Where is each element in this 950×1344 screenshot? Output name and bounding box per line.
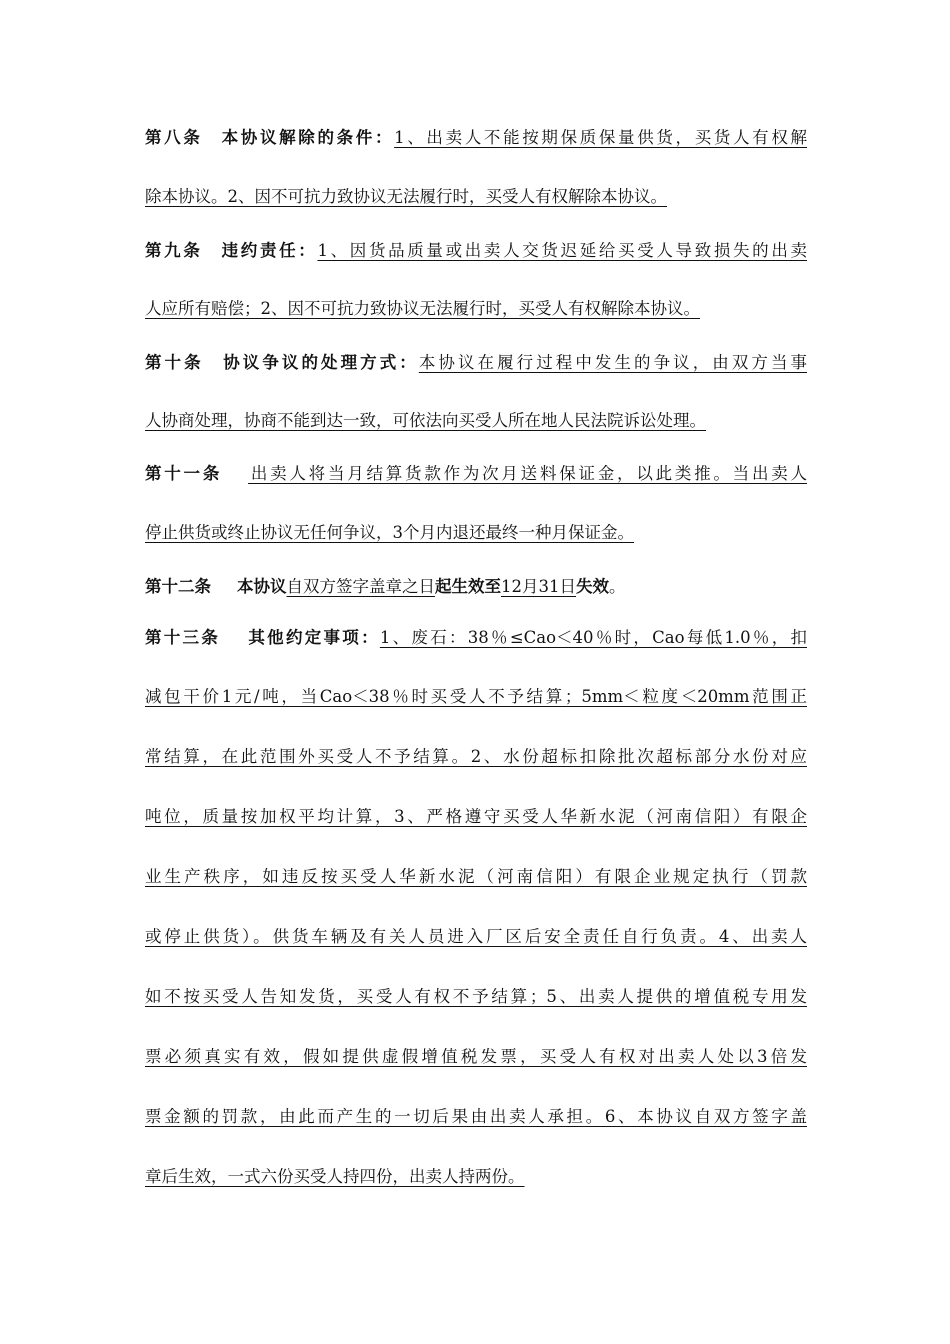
clause-13-line-1 (145, 627, 807, 649)
clause-13-text-cont: 吨位，质量按加权平均计算，3、严格遵守买受人华新水泥（河南信阳）有限企 (145, 807, 807, 826)
clause-13-line-9 (145, 1106, 807, 1128)
clause-9-line-1 (145, 240, 807, 262)
clause-9-heading: 第九条 违约责任： (145, 241, 318, 260)
clause-13-text-cont: 章后生效，一式六份买受人持四份，出卖人持两份。 (145, 1167, 525, 1186)
clause-13-line-8 (145, 1046, 807, 1068)
clause-8-text-cont: 除本协议。2、因不可抗力致协议无法履行时，买受人有权解除本协议。 (145, 187, 667, 206)
clause-13-text-cont: 常结算，在此范围外买受人不予结算。2、水份超标扣除批次超标部分水份对应 (145, 747, 807, 766)
clause-13-text-cont: 减包干价1元/吨，当Cao＜38％时买受人不予结算；5mm＜粒度＜20mm范围正 (145, 687, 807, 706)
clause-11-text: 出卖人将当月结算货款作为次月送料保证金，以此类推。当出卖人 (248, 464, 807, 483)
clause-12-part-3: 起生效至 (435, 577, 501, 596)
clause-13-subheading: 其他约定事项： (246, 628, 380, 647)
clause-13-text-cont: 或停止供货）。供货车辆及有关人员进入厂区后安全责任自行负责。4、出卖人 (145, 927, 807, 946)
clause-12-part-1: 本协议 (237, 577, 287, 596)
clause-8-line-1 (145, 127, 807, 149)
clause-13-text-cont: 票必须真实有效，假如提供虚假增值税发票，买受人有权对出卖人处以3倍发 (145, 1047, 807, 1066)
clause-10-text-cont: 人协商处理，协商不能到达一致，可依法向买受人所在地人民法院诉讼处理。 (145, 411, 706, 430)
clause-9-text: 1、因货品质量或出卖人交货迟延给买受人导致损失的出卖 (317, 241, 807, 260)
clause-13-line-5 (145, 866, 807, 888)
clause-13-line-10 (145, 1166, 807, 1188)
clause-13-text-cont: 如不按买受人告知发货，买受人有权不予结算；5、出卖人提供的增值税专用发 (145, 987, 807, 1006)
clause-13-text: 1、废石：38％≤Cao＜40％时，Cao每低1.0％，扣 (379, 628, 807, 647)
clause-11-line-1 (145, 463, 807, 485)
clause-13-text-cont: 票金额的罚款，由此而产生的一切后果由出卖人承担。6、本协议自双方签字盖 (145, 1107, 807, 1126)
clause-8-text: 1、出卖人不能按期保质保量供货，买货人有权解 (394, 128, 807, 147)
clause-10-text: 本协议在履行过程中发生的争议，由双方当事 (418, 353, 807, 372)
clause-13-line-3 (145, 746, 807, 768)
clause-11-heading: 第十一条 (145, 464, 223, 483)
clause-12-part-6: 。 (609, 577, 626, 596)
clause-12-part-4: 12月31日 (501, 577, 576, 596)
clause-13-line-4 (145, 806, 807, 828)
clause-12-heading: 第十二条 (145, 577, 211, 596)
clause-8-line-2 (145, 186, 807, 208)
clause-12-part-2: 自双方签字盖章之日 (286, 577, 435, 596)
clause-10-line-2 (145, 410, 807, 432)
clause-9-line-2 (145, 298, 807, 320)
clause-13-text-cont: 业生产秩序，如违反按买受人华新水泥（河南信阳）有限企业规定执行（罚款 (145, 867, 807, 886)
clause-12-part-5: 失效 (576, 577, 609, 596)
clause-11-text-cont: 停止供货或终止协议无任何争议，3个月内退还最终一种月保证金。 (145, 523, 634, 542)
clause-11-line-2 (145, 522, 807, 544)
clause-13-heading: 第十三条 (145, 628, 221, 647)
clause-13-line-2 (145, 686, 807, 708)
clause-10-line-1 (145, 352, 807, 374)
clause-9-text-cont: 人应所有赔偿；2、因不可抗力致协议无法履行时，买受人有权解除本协议。 (145, 299, 700, 318)
clause-12-line (145, 576, 807, 598)
clause-10-heading: 第十条 协议争议的处理方式： (145, 353, 419, 372)
clause-13-line-6 (145, 926, 807, 948)
clause-13-line-7 (145, 986, 807, 1008)
clause-8-heading: 第八条 本协议解除的条件： (145, 128, 395, 147)
